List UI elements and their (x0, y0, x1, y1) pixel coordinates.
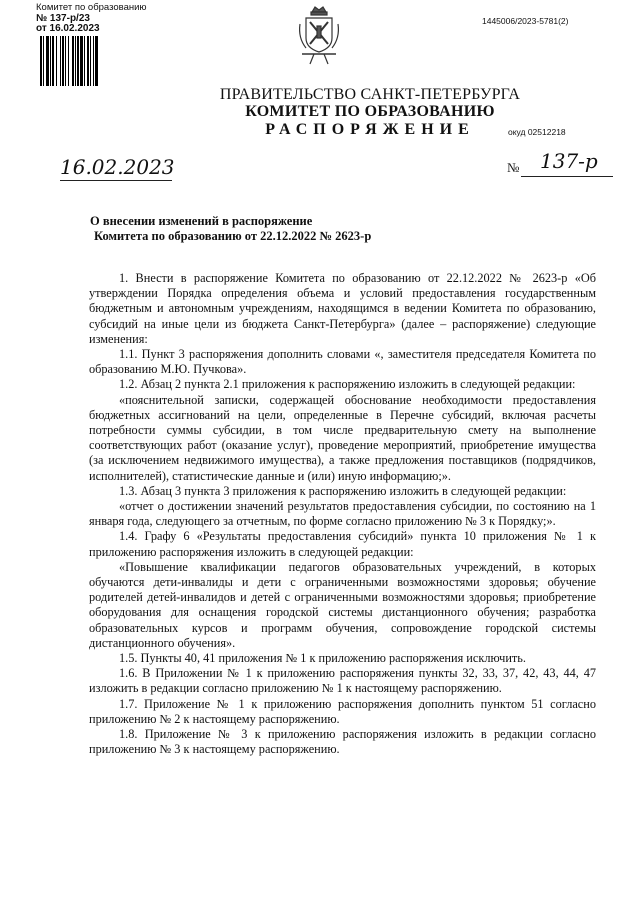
registration-number: 1445006/2023-5781(2) (482, 16, 569, 26)
barcode (40, 36, 132, 86)
barcode-bar (98, 36, 100, 86)
document-body (89, 271, 596, 758)
paragraph: 1.6. В Приложении № 1 к приложению распоряжения пункты 32, 33, 37, 42, 43, 44, 47 изложить в редакции согласно приложению № 1 к настоящему распоряжению. (89, 666, 596, 696)
paragraph: 1.2. Абзац 2 пункта 2.1 приложения к распоряжению изложить в следующей редакции: (119, 377, 576, 392)
committee-title: КОМИТЕТ ПО ОБРАЗОВАНИЮ (245, 103, 495, 120)
subject-line-2: Комитета по образованию от 22.12.2022 № 2623-р (94, 229, 372, 243)
registration-stamp (36, 3, 156, 35)
stamp-number: № 137-р/23 (36, 12, 90, 24)
paragraph: 1.1. Пункт 3 распоряжения дополнить словами «, заместителя председателя Комитета по образованию М.Ю. Пучкова». (89, 347, 596, 377)
stamp-date: от 16.02.2023 (36, 23, 100, 34)
paragraph: «Повышение квалификации педагогов образовательных учреждений, в которых обучаются дети-инвалиды и дети с ограниченными возможностями здоровья; обучение родителей детей-инвалидов и детей с ограниченными возможностями здоровья; приобретение оборудования для оснащения городской системы дистанционного обучения; разработка образовательных курсов и программ обучения, сопровождение городской системы дистанционного обучения». (89, 559, 596, 650)
subject-line-1: О внесении изменений в распоряжение (90, 214, 313, 228)
paragraph: 1. Внести в распоряжение Комитета по образованию от 22.12.2022 № 2623-р «Об утверждении Порядка определения объема и условий предоставления государственным бюджетным и автономным учреждениям, находящимся в ведении Комитета по образованию, субсидий на иные цели из бюджета Санкт-Петербурга» (далее – распоряжение) следующие изменения: (89, 271, 596, 346)
handwritten-number: 137-р (540, 149, 598, 173)
paragraph: 1.5. Пункты 40, 41 приложения № 1 к приложению распоряжения исключить. (119, 651, 526, 666)
paragraph: 1.7. Приложение № 1 к приложению распоряжения дополнить пунктом 51 согласно приложению № 2 к настоящему распоряжению. (89, 696, 596, 726)
coat-of-arms-icon (296, 4, 342, 68)
okud-code: окуд 02512218 (508, 127, 566, 137)
paragraph: «пояснительной записки, содержащей обоснование необходимости предоставления бюджетных ассигнований на цели, определенные в Перечне субсидий, включая расчеты потребности суммы субсидии, в том числе предварительную смету на выполнение соответствующих работ (оказание услуг), проведение мероприятий, приобретение имущества (за исключением недвижимого имущества), а также предложения поставщиков (подрядчиков, исполнителей), статистические данные и (или) иную информацию;». (89, 392, 596, 483)
handwritten-date: 16.02.2023 (60, 155, 175, 179)
stamp-org: Комитет по образованию (36, 2, 147, 13)
paragraph: 1.3. Абзац 3 пункта 3 приложения к распоряжению изложить в следующей редакции: (119, 483, 567, 498)
paragraph: «отчет о достижении значений результатов предоставления субсидии, по состоянию на 1 января года, следующего за отчетным, по форме согласно приложению № 3 к Порядку;». (89, 499, 596, 529)
document-type: РАСПОРЯЖЕНИЕ (265, 121, 475, 138)
number-underline (521, 176, 613, 177)
document-subject (90, 214, 371, 244)
number-label: № (507, 160, 520, 175)
date-underline (60, 180, 172, 181)
paragraph: 1.8. Приложение № 3 к приложению распоряжения изложить в редакции согласно приложению № 3 к настоящему распоряжению. (89, 727, 596, 757)
paragraph: 1.4. Графу 6 «Результаты предоставления субсидий» пункта 10 приложения № 1 к приложению распоряжения изложить в следующей редакции: (89, 529, 596, 559)
government-title: ПРАВИТЕЛЬСТВО САНКТ-ПЕТЕРБУРГА (219, 86, 521, 103)
